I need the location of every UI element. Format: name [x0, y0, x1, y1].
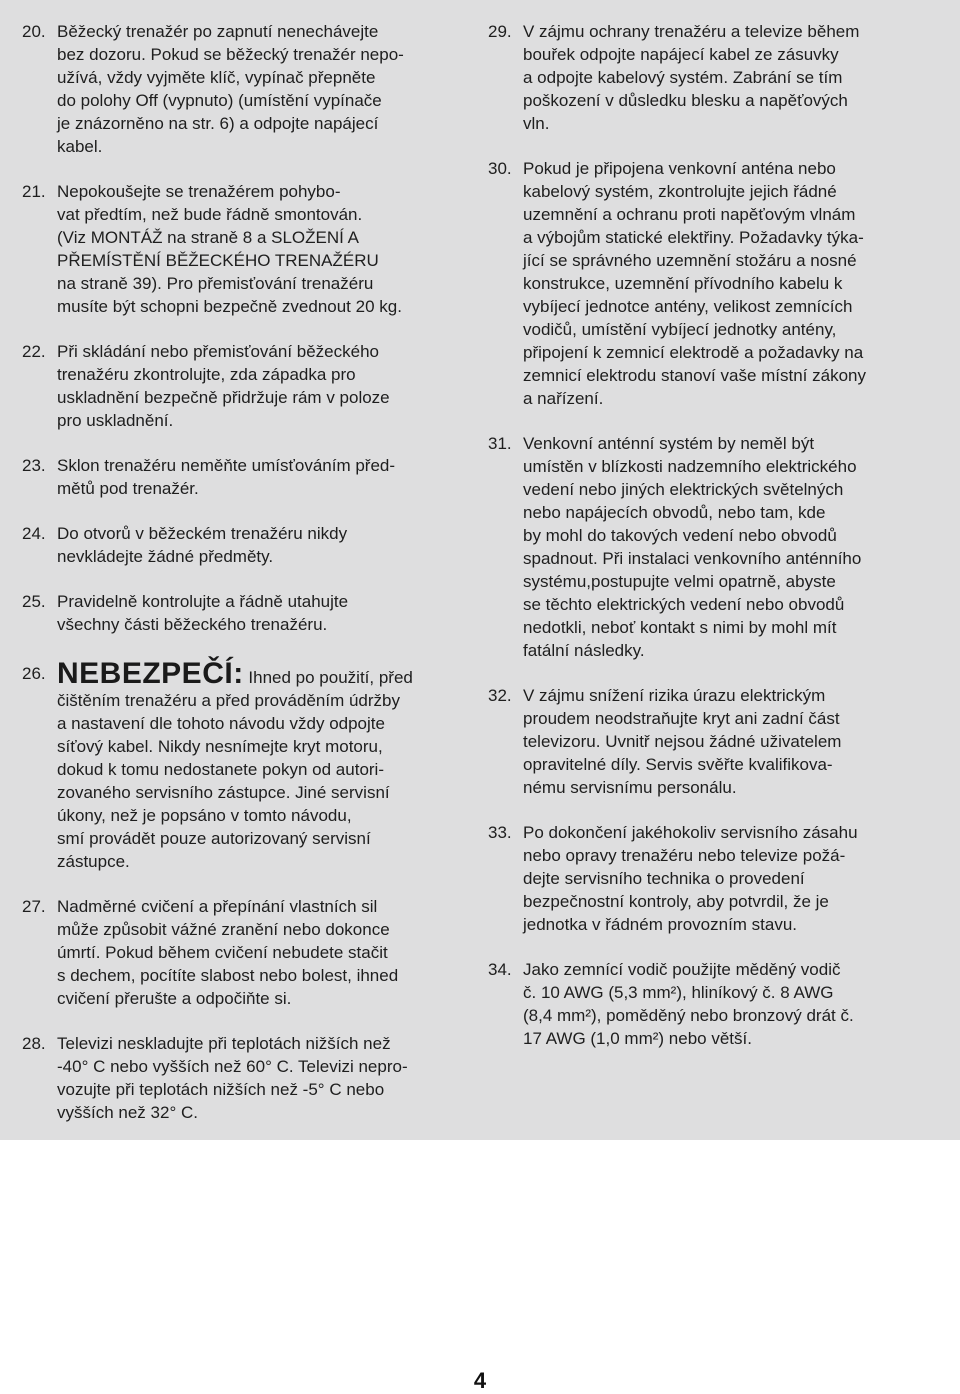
list-item — [22, 895, 474, 1010]
item-number: 23. — [22, 456, 46, 475]
item-number: 34. — [488, 960, 512, 979]
item-number: 33. — [488, 823, 512, 842]
list-item — [488, 432, 944, 662]
item-text: Nepokoušejte se trenažérem pohybo- vat předtím, než bude řádně smontován. (Viz MONTÁŽ na straně 8 a SLOŽENÍ A PŘEMÍSTĚNÍ BĚŽECKÉHO TRENAŽÉRU na straně 39). Pro přemisťování trenažéru musíte být schopni bezpečně zvednout 20 kg. — [57, 182, 402, 316]
item-number: 32. — [488, 686, 512, 705]
right-column — [488, 20, 944, 1072]
list-item — [488, 958, 944, 1050]
item-text: Ihned po použití, před čištěním trenažéru a před prováděním údržby a nastavení dle tohoto návodu vždy odpojte síťový kabel. Nikdy nesnímejte kryt motoru, dokud k tomu nedostanete pokyn od autori- zovaného servisního zástupce. Jiné servisní úkony, než je popsáno v tomto návodu, smí provádět pouze autorizovaný servisní zástupce. — [57, 668, 413, 871]
list-item — [22, 340, 474, 432]
item-text: Pravidelně kontrolujte a řádně utahujte všechny části běžeckého trenažéru. — [57, 592, 349, 634]
list-item — [488, 684, 944, 799]
item-number: 30. — [488, 159, 512, 178]
list-item — [22, 454, 474, 500]
list-item — [488, 20, 944, 135]
danger-warning-word: NEBEZPEČÍ: — [57, 657, 244, 690]
item-number: 20. — [22, 22, 46, 41]
item-number: 24. — [22, 524, 46, 543]
list-item — [22, 20, 474, 158]
list-item — [22, 1032, 474, 1124]
item-number: 28. — [22, 1034, 46, 1053]
page-number: 4 — [473, 1368, 487, 1393]
item-number: 26. — [22, 664, 46, 683]
list-item — [488, 157, 944, 410]
item-text: Pokud je připojena venkovní anténa nebo kabelový systém, zkontrolujte jejich řádné uzemnění a ochranu proti napěťovým vlnám a výbojům statické elektřiny. Požadavky týka- jící se správného uzemnění stožáru a nosné konstrukce, uzemnění přívodního kabelu k vybíjecí jednotce antény, velikost zemnících vodičů, umístění vybíjecí jednotky antény, připojení k zemnicí elektrodě a požadavky na zemnicí elektrodu stanoví vaše místní zákony a nařízení. — [523, 159, 866, 408]
item-text: Nadměrné cvičení a přepínání vlastních sil může způsobit vážné zranění nebo dokonce úmrtí. Pokud během cvičení nebudete stačit s dechem, pocítíte slabost nebo bolest, ihned cvičení přerušte a odpočiňte si. — [57, 897, 399, 1008]
item-text: Při skládání nebo přemisťování běžeckého trenažéru zkontrolujte, zda západka pro uskladnění bezpečně přidržuje rám v poloze pro uskladnění. — [57, 342, 390, 430]
left-column — [22, 20, 474, 1146]
item-number: 29. — [488, 22, 512, 41]
item-text: Venkovní anténní systém by neměl být umístěn v blízkosti nadzemního elektrického vedení nebo jiných elektrických světelných nebo napájecích obvodů, nebo tam, kde by mohl do takových vedení nebo obvodů spadnout. Při instalaci venkovního anténního systému,postupujte velmi opatrně, abyste se těchto elektrických vedení nebo obvodů nedotkli, neboť kontakt s nimi by mohl mít fatální následky. — [523, 434, 862, 660]
item-number: 21. — [22, 182, 46, 201]
list-item — [22, 590, 474, 636]
item-number: 25. — [22, 592, 46, 611]
item-text: V zájmu snížení rizika úrazu elektrickým proudem neodstraňujte kryt ani zadní část televizoru. Uvnitř nejsou žádné uživatelem opravitelné díly. Servis svěřte kvalifikova- nému servisnímu personálu. — [523, 686, 842, 797]
item-text: Sklon trenažéru neměňte umísťováním před- mětů pod trenažér. — [57, 456, 396, 498]
item-number: 31. — [488, 434, 512, 453]
item-text: Po dokončení jakéhokoliv servisního zásahu nebo opravy trenažéru nebo televize požá- dejte servisního technika o provedení bezpečnostní kontroly, aby potvrdil, že je jednotka v řádném provozním stavu. — [523, 823, 858, 934]
item-text: Běžecký trenažér po zapnutí nenechávejte bez dozoru. Pokud se běžecký trenažér nepo- užívá, vždy vyjměte klíč, vypínač přepněte do polohy Off (vypnuto) (umístění vypínače je znázorněno na str. 6) a odpojte napájecí kabel. — [57, 22, 404, 156]
item-number: 22. — [22, 342, 46, 361]
item-text: V zájmu ochrany trenažéru a televize během bouřek odpojte napájecí kabel ze zásuvky a odpojte kabelový systém. Zabrání se tím poškození v důsledku blesku a napěťových vln. — [523, 22, 860, 133]
list-item — [22, 180, 474, 318]
list-item — [488, 821, 944, 936]
item-number: 27. — [22, 897, 46, 916]
danger-list-item — [22, 657, 474, 873]
item-text: Televizi neskladujte při teplotách nižších než -40° C nebo vyšších než 60° C. Televizi nepro- vozujte při teplotách nižších než -5° C nebo vyšších než 32° C. — [57, 1034, 408, 1122]
item-text: Do otvorů v běžeckém trenažéru nikdy nevkládejte žádné předměty. — [57, 524, 348, 566]
list-item — [22, 522, 474, 568]
item-text: Jako zemnící vodič použijte měděný vodič č. 10 AWG (5,3 mm²), hliníkový č. 8 AWG (8,4 mm²), poměděný nebo bronzový drát č. 17 AWG (1,0 mm²) nebo větší. — [523, 960, 854, 1048]
